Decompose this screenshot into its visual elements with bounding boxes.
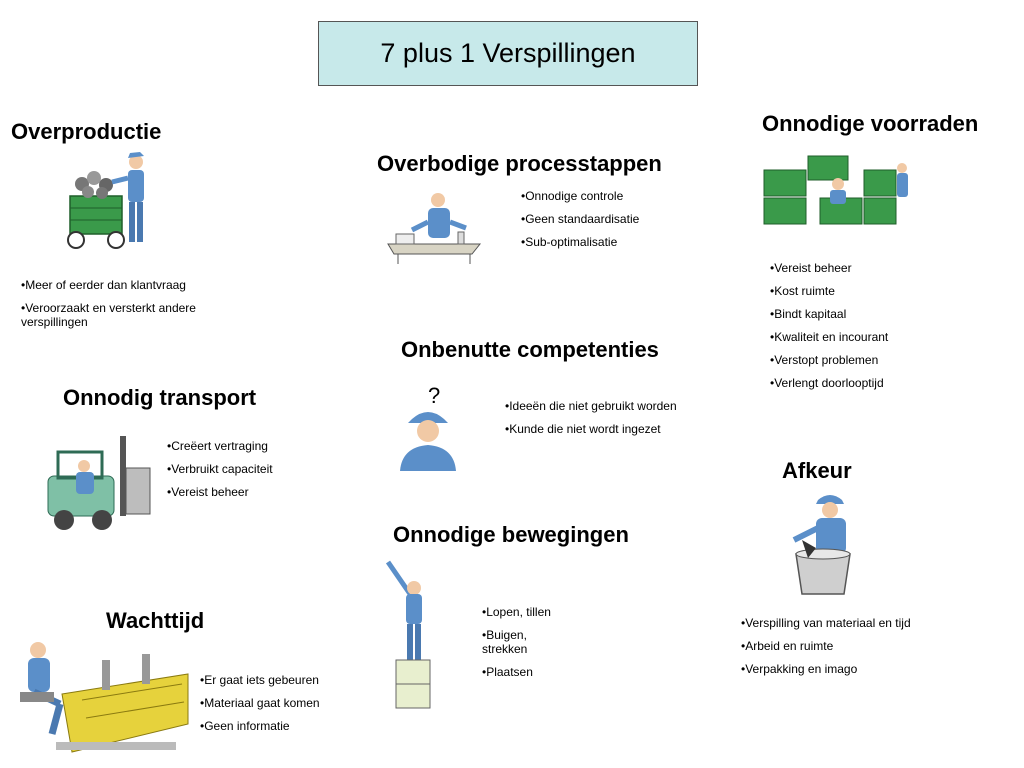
worker-cart-illustration bbox=[48, 148, 158, 253]
bullet-item: •Materiaal gaat komen bbox=[200, 696, 320, 710]
heading-transport: Onnodig transport bbox=[63, 385, 257, 410]
bullet-item: •Plaatsen bbox=[482, 665, 533, 679]
bullet-item: •Arbeid en ruimte bbox=[741, 639, 834, 653]
bullets-processtappen bbox=[521, 189, 721, 258]
bullet-item: •Verstopt problemen bbox=[770, 353, 879, 367]
bullet-item: •Bindt kapitaal bbox=[770, 307, 847, 321]
bullet-item: •Geen standaardisatie bbox=[521, 212, 640, 226]
worker-bin-illustration bbox=[772, 488, 862, 598]
bullets-wachttijd bbox=[200, 673, 350, 742]
worker-inventory-illustration bbox=[760, 150, 914, 230]
bullet-item: •Verbruikt capaciteit bbox=[167, 462, 273, 476]
bullet-item: •Buigen, strekken bbox=[482, 628, 528, 656]
bullet-item: •Vereist beheer bbox=[167, 485, 249, 499]
bullet-item: •Vereist beheer bbox=[770, 261, 852, 275]
bullet-item: •Geen informatie bbox=[200, 719, 290, 733]
bullet-item: •Sub-optimalisatie bbox=[521, 235, 618, 249]
bullet-item: •Verspilling van materiaal en tijd bbox=[741, 616, 911, 630]
worker-reaching-illustration bbox=[380, 558, 440, 710]
bullet-item: •Verlengt doorlooptijd bbox=[770, 376, 884, 390]
bullet-item: •Ideeën die niet gebruikt worden bbox=[505, 399, 677, 413]
bullet-item: •Meer of eerder dan klantvraag bbox=[21, 278, 186, 292]
bullet-item: •Kwaliteit en incourant bbox=[770, 330, 889, 344]
bullets-afkeur bbox=[741, 616, 981, 685]
bullets-bewegingen bbox=[482, 605, 562, 688]
heading-voorraden: Onnodige voorraden bbox=[762, 111, 979, 136]
heading-wachttijd: Wachttijd bbox=[106, 608, 205, 633]
heading-processtappen: Overbodige processtappen bbox=[377, 151, 662, 176]
slide-title: 7 plus 1 Verspillingen bbox=[318, 21, 698, 86]
worker-thinking-illustration bbox=[394, 405, 460, 471]
heading-bewegingen: Onnodige bewegingen bbox=[393, 522, 629, 547]
bullet-item: •Creëert vertraging bbox=[167, 439, 268, 453]
bullet-item: •Er gaat iets gebeuren bbox=[200, 673, 319, 687]
heading-competenties: Onbenutte competenties bbox=[401, 337, 659, 362]
bullets-transport bbox=[167, 439, 317, 508]
bullet-item: •Onnodige controle bbox=[521, 189, 624, 203]
bullet-item: •Lopen, tillen bbox=[482, 605, 551, 619]
heading-afkeur: Afkeur bbox=[782, 458, 852, 483]
forklift-illustration bbox=[38, 432, 158, 536]
worker-waiting-illustration bbox=[12, 634, 192, 762]
bullet-item: •Veroorzaakt en versterkt andere verspillingen bbox=[21, 301, 196, 329]
heading-overproductie: Overproductie bbox=[11, 119, 162, 144]
bullets-overproductie bbox=[21, 278, 221, 338]
bullets-voorraden bbox=[770, 261, 970, 399]
bullet-item: •Kunde die niet wordt ingezet bbox=[505, 422, 661, 436]
bullets-competenties bbox=[505, 399, 725, 445]
worker-desk-illustration bbox=[386, 188, 486, 266]
bullet-item: •Kost ruimte bbox=[770, 284, 835, 298]
question-mark: ? bbox=[428, 383, 441, 408]
bullet-item: •Verpakking en imago bbox=[741, 662, 858, 676]
